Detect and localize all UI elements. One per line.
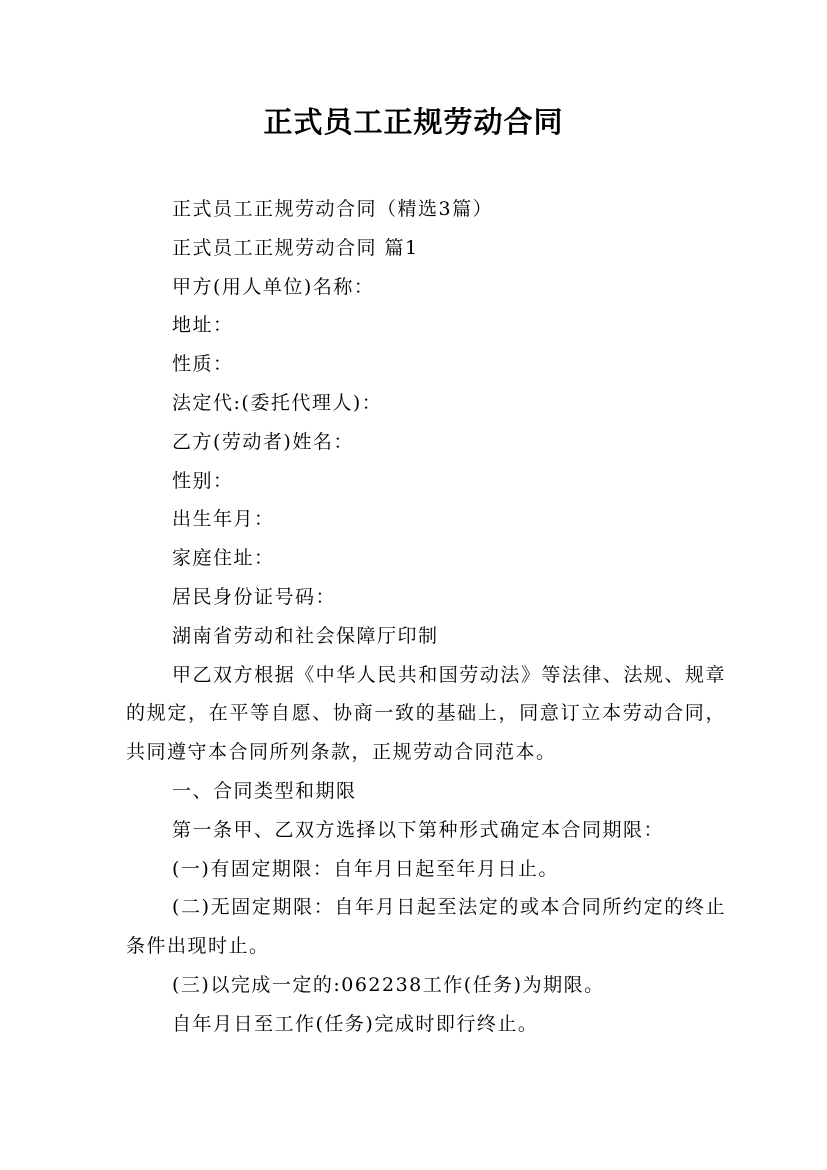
paragraph-open-term: (二)无固定期限：自年月日起至法定的或本合同所约定的终止条件出现时止。 [126,896,726,958]
paragraph-subtitle: 正式员工正规劳动合同（精选3篇） [172,198,494,220]
paragraph-home-address: 家庭住址： [172,547,275,570]
paragraph-birth-date: 出生年月： [172,508,275,531]
paragraph-id-number: 居民身份证号码： [172,585,337,608]
paragraph-chapter-one: 一、合同类型和期限 [172,779,357,802]
paragraph-party-a-name: 甲方(用人单位)名称： [172,275,375,298]
paragraph-nature: 性质： [172,353,234,376]
paragraph-gender: 性别： [172,469,234,492]
paragraph-preamble: 甲乙双方根据《中华人民共和国劳动法》等法律、法规、规章的规定，在平等自愿、协商一致的基础上，同意订立本劳动合同，共同遵守本合同所列条款，正规劳动合同范本。 [126,663,726,764]
paragraph-section-heading: 正式员工正规劳动合同 篇1 [172,236,419,259]
paragraph-party-b-name: 乙方(劳动者)姓名： [172,430,354,453]
document-body [126,190,726,1044]
document-title: 正式员工正规劳动合同 [263,105,564,139]
paragraph-task-end: 自年月日至工作(任务)完成时即行终止。 [172,1012,539,1035]
paragraph-task-term: (三)以完成一定的:062238工作(任务)为期限。 [172,973,605,996]
paragraph-fixed-term: (一)有固定期限：自年月日起至年月日止。 [172,857,559,880]
paragraph-address: 地址： [172,314,234,337]
paragraph-printed-by: 湖南省劳动和社会保障厅印制 [172,624,439,647]
paragraph-legal-rep: 法定代:(委托代理人)： [172,391,383,414]
paragraph-article-one: 第一条甲、乙双方选择以下第种形式确定本合同期限： [172,818,665,841]
